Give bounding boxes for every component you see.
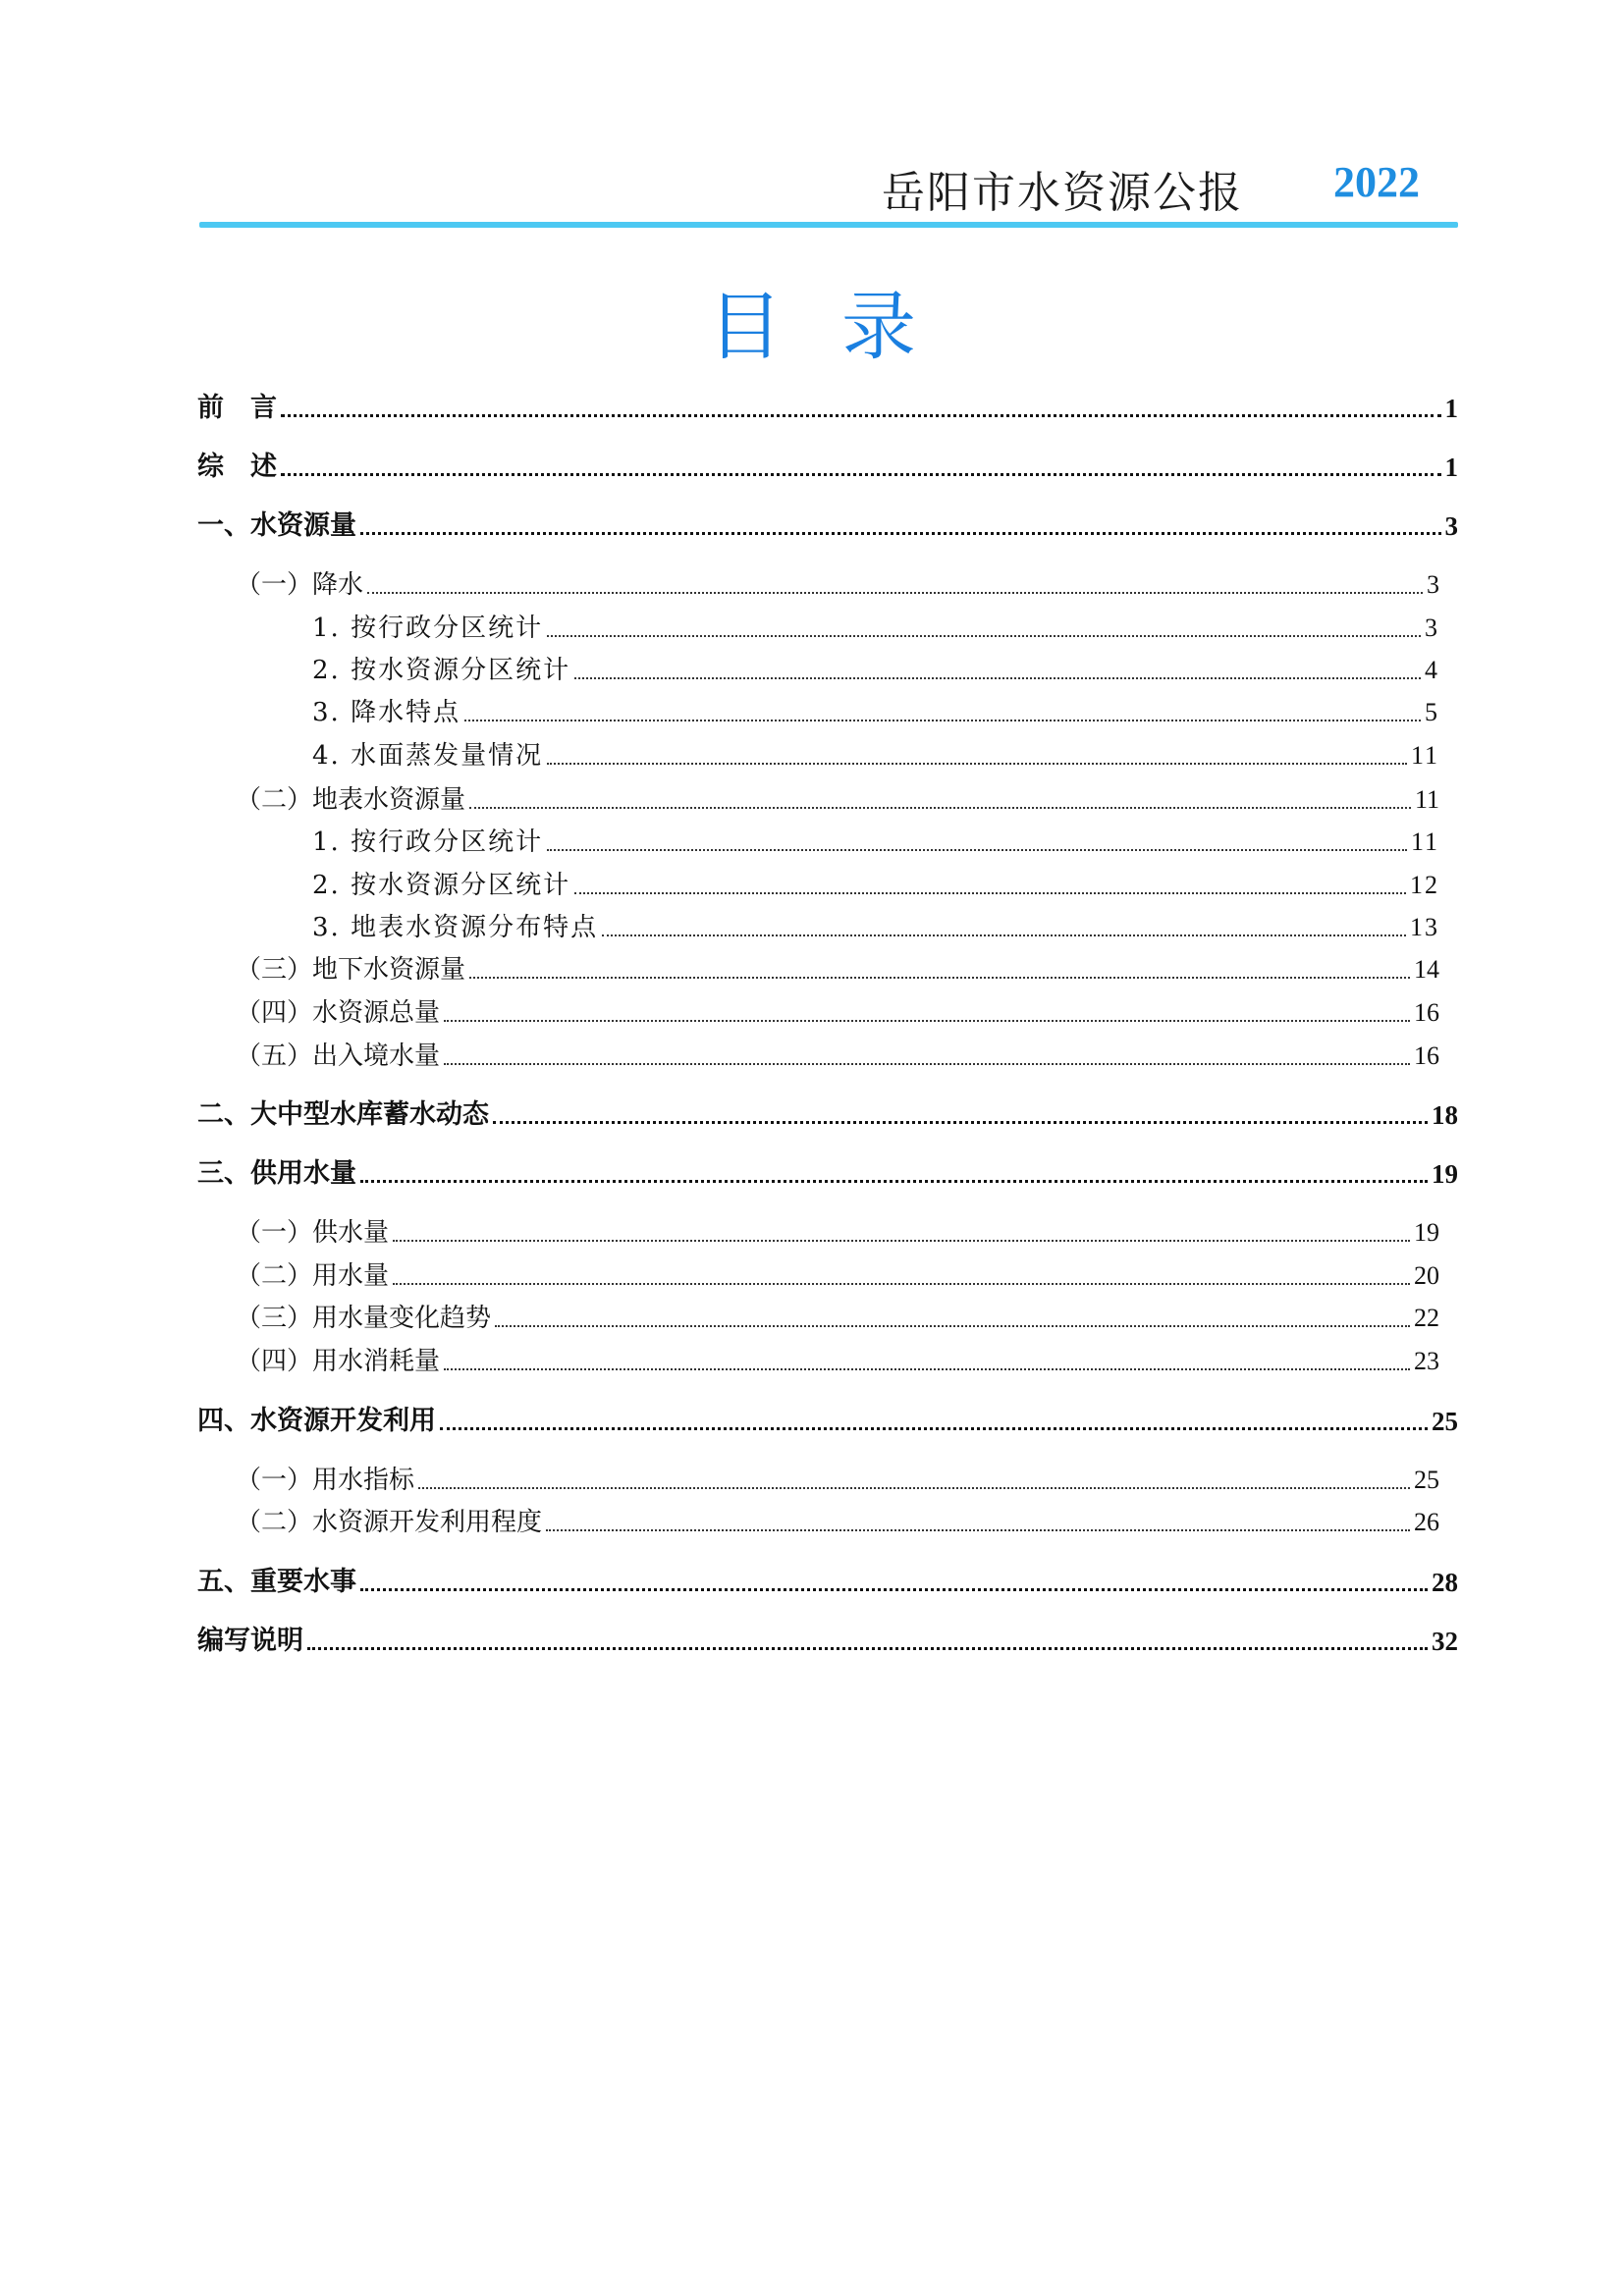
toc-entry-label: （三）用水量变化趋势 bbox=[236, 1304, 492, 1333]
toc-entry-label: 3. 地表水资源分布特点 bbox=[312, 913, 599, 942]
dot-leader bbox=[444, 1368, 1410, 1370]
toc-entry-label: （四）水资源总量 bbox=[236, 998, 441, 1028]
dot-leader bbox=[493, 1121, 1428, 1124]
toc-entry[interactable] bbox=[236, 995, 1439, 1031]
dot-leader bbox=[360, 1180, 1428, 1183]
toc-entry-label: （一）用水指标 bbox=[236, 1466, 415, 1495]
toc-entry[interactable] bbox=[197, 450, 1458, 485]
toc-entry-label: （一）供水量 bbox=[236, 1218, 390, 1248]
report-title: 岳阳市水资源公报 bbox=[882, 168, 1243, 218]
toc-entry-label: （二）水资源开发利用程度 bbox=[236, 1508, 543, 1537]
toc-entry[interactable] bbox=[312, 738, 1439, 774]
toc-entry-label: （三）地下水资源量 bbox=[236, 955, 466, 985]
dot-leader bbox=[393, 1240, 1410, 1242]
toc-entry[interactable] bbox=[236, 567, 1439, 603]
toc-entry-page-number: 18 bbox=[1432, 1100, 1458, 1130]
dot-leader bbox=[574, 892, 1406, 894]
dot-leader bbox=[360, 1588, 1428, 1591]
dot-leader bbox=[418, 1487, 1410, 1489]
toc-entry-page-number: 12 bbox=[1410, 871, 1439, 899]
dot-leader bbox=[495, 1325, 1410, 1327]
toc-entry[interactable] bbox=[236, 1344, 1439, 1379]
toc-entry-page-number: 13 bbox=[1410, 913, 1439, 941]
toc-heading: 目录 bbox=[708, 283, 975, 370]
toc-entry-label: 三、供用水量 bbox=[197, 1158, 356, 1189]
toc-entry[interactable] bbox=[236, 1039, 1439, 1074]
toc-entry-label: 四、水资源开发利用 bbox=[197, 1406, 436, 1436]
dot-leader bbox=[547, 635, 1421, 637]
toc-entry-page-number: 20 bbox=[1414, 1261, 1439, 1290]
toc-entry-page-number: 16 bbox=[1414, 1041, 1439, 1070]
toc-entry-label: （五）出入境水量 bbox=[236, 1041, 441, 1071]
dot-leader bbox=[469, 977, 1410, 979]
toc-entry-label: （四）用水消耗量 bbox=[236, 1347, 441, 1376]
toc-entry[interactable] bbox=[236, 1215, 1439, 1251]
toc-entry-label: 3. 降水特点 bbox=[312, 698, 461, 727]
toc-entry-page-number: 22 bbox=[1414, 1304, 1439, 1332]
dot-leader bbox=[281, 473, 1441, 476]
toc-entry-page-number: 3 bbox=[1425, 614, 1439, 642]
toc-entry-page-number: 19 bbox=[1432, 1159, 1458, 1189]
toc-entry-label: 二、大中型水库蓄水动态 bbox=[197, 1099, 489, 1130]
toc-entry-page-number: 14 bbox=[1414, 955, 1439, 984]
toc-entry[interactable] bbox=[197, 391, 1458, 426]
toc-entry[interactable] bbox=[197, 1156, 1458, 1192]
toc-entry-page-number: 11 bbox=[1414, 785, 1439, 814]
dot-leader bbox=[469, 807, 1411, 809]
dot-leader bbox=[393, 1283, 1410, 1285]
toc-entry-label: 前 言 bbox=[197, 393, 277, 423]
toc-entry-page-number: 26 bbox=[1414, 1508, 1439, 1536]
toc-entry[interactable] bbox=[236, 782, 1439, 818]
toc-entry-label: 五、重要水事 bbox=[197, 1567, 356, 1597]
dot-leader bbox=[574, 677, 1421, 679]
toc-entry-page-number: 3 bbox=[1427, 570, 1439, 599]
toc-entry[interactable] bbox=[312, 695, 1439, 730]
toc-entry-page-number: 32 bbox=[1432, 1627, 1458, 1656]
toc-entry[interactable] bbox=[236, 1463, 1439, 1498]
dot-leader bbox=[440, 1427, 1428, 1430]
toc-entry[interactable] bbox=[312, 825, 1439, 860]
toc-entry-page-number: 3 bbox=[1444, 511, 1458, 541]
toc-entry-label: （二）地表水资源量 bbox=[236, 785, 466, 815]
toc-entry-page-number: 25 bbox=[1432, 1407, 1458, 1436]
dot-leader bbox=[367, 592, 1423, 594]
dot-leader bbox=[360, 532, 1441, 535]
toc-entry-label: （一）降水 bbox=[236, 570, 364, 600]
toc-entry-label: 4. 水面蒸发量情况 bbox=[312, 741, 544, 771]
toc-entry-page-number: 1 bbox=[1444, 453, 1458, 482]
toc-entry[interactable] bbox=[236, 1258, 1439, 1294]
toc-entry-label: 一、水资源量 bbox=[197, 510, 356, 541]
toc-entry-label: 1. 按行政分区统计 bbox=[312, 614, 544, 643]
header-divider bbox=[199, 222, 1458, 228]
toc-entry-page-number: 11 bbox=[1410, 828, 1439, 856]
report-year: 2022 bbox=[1333, 158, 1420, 206]
toc-entry-page-number: 11 bbox=[1410, 741, 1439, 770]
dot-leader bbox=[547, 849, 1407, 851]
dot-leader bbox=[547, 763, 1407, 765]
toc-entry[interactable] bbox=[236, 1301, 1439, 1336]
toc-entry-page-number: 16 bbox=[1414, 998, 1439, 1027]
toc-entry-page-number: 23 bbox=[1414, 1347, 1439, 1375]
dot-leader bbox=[281, 414, 1441, 417]
toc-entry[interactable] bbox=[197, 1404, 1458, 1439]
toc-entry[interactable] bbox=[236, 952, 1439, 988]
toc-entry[interactable] bbox=[197, 1097, 1458, 1133]
dot-leader bbox=[444, 1020, 1410, 1022]
toc-entry[interactable] bbox=[312, 868, 1439, 903]
dot-leader bbox=[464, 720, 1421, 721]
toc-entry[interactable] bbox=[312, 611, 1439, 646]
toc-entry-page-number: 4 bbox=[1425, 656, 1439, 684]
toc-entry[interactable] bbox=[197, 508, 1458, 544]
toc-entry-label: 1. 按行政分区统计 bbox=[312, 828, 544, 857]
toc-entry-page-number: 5 bbox=[1425, 698, 1439, 726]
toc-entry-page-number: 1 bbox=[1444, 394, 1458, 423]
toc-entry-page-number: 28 bbox=[1432, 1568, 1458, 1597]
toc-entry-label: 编写说明 bbox=[197, 1626, 303, 1656]
toc-entry[interactable] bbox=[236, 1505, 1439, 1540]
toc-entry[interactable] bbox=[197, 1565, 1458, 1600]
toc-entry-label: 2. 按水资源分区统计 bbox=[312, 656, 571, 685]
dot-leader bbox=[602, 934, 1406, 936]
toc-entry-label: 2. 按水资源分区统计 bbox=[312, 871, 571, 900]
toc-entry-label: 综 述 bbox=[197, 452, 277, 482]
dot-leader bbox=[546, 1529, 1410, 1531]
dot-leader bbox=[444, 1063, 1410, 1065]
toc-entry[interactable] bbox=[312, 910, 1439, 945]
toc-entry[interactable] bbox=[312, 653, 1439, 688]
toc-entry[interactable] bbox=[197, 1624, 1458, 1659]
toc-entry-page-number: 19 bbox=[1414, 1218, 1439, 1247]
toc-entry-label: （二）用水量 bbox=[236, 1261, 390, 1291]
dot-leader bbox=[307, 1647, 1428, 1650]
toc-entry-page-number: 25 bbox=[1414, 1466, 1439, 1494]
